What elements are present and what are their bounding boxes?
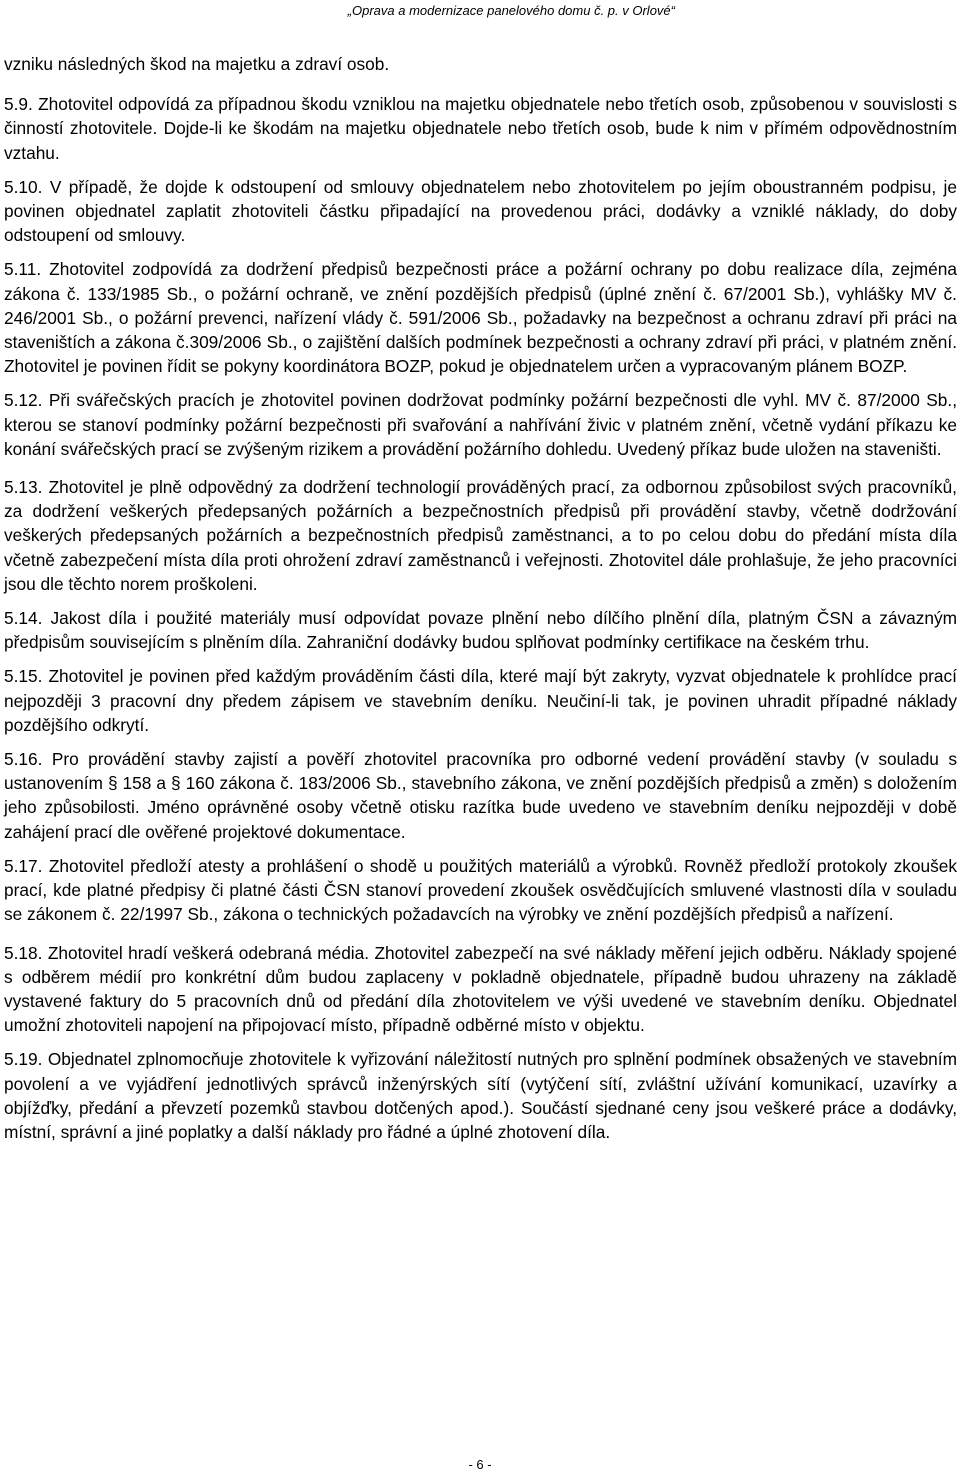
- page-header: „Oprava a modernizace panelového domu č. p. v Orlové“: [347, 3, 675, 18]
- paragraph-5-19: 5.19. Objednatel zplnomocňuje zhotovitele k vyřizování náležitostí nutných pro splnění podmínek obsažených ve stavebním povolení a ve vyjádření jednotlivých správců inženýrských sítí (vytýčení sítí, zvláštní užívání komunikací, uzavírky a objížďky, předání a převzetí pozemků stavbou dotčených apod.). Součástí sjednané ceny jsou veškeré práce a dodávky, místní, správní a jiné poplatky a další náklady pro řádné a úplné zhotovení díla.: [4, 1049, 957, 1142]
- document-body: [4, 52, 957, 1154]
- paragraph-5-16: 5.16. Pro provádění stavby zajistí a pověří zhotovitel pracovníka pro odborné vedení provádění stavby (v souladu s ustanovením § 158 a § 160 zákona č. 183/2006 Sb., stavebního zákona, ve znění pozdějších předpisů a změn) s doložením jeho způsobilosti. Jméno oprávněné osoby včetně otisku razítka bude uvedeno ve stavebním deníku nejpozději v době zahájení prací dle ověřené projektové dokumentace.: [4, 749, 957, 842]
- paragraph-5-11: 5.11. Zhotovitel zodpovídá za dodržení předpisů bezpečnosti práce a požární ochrany po dobu realizace díla, zejména zákona č. 133/1985 Sb., o požární ochraně, ve znění pozdějších předpisů (úplné znění č. 67/2001 Sb.), vyhlášky MV č. 246/2001 Sb., o požární prevenci, nařízení vlády č. 591/2006 Sb., požadavky na bezpečnost a ochranu zdraví při práci na staveništích a zákona č.309/2006 Sb., o zajištění dalších podmínek bezpečnosti a ochrany zdraví při práci, v platném znění. Zhotovitel je povinen řídit se pokyny koordinátora BOZP, pokud je objednatelem určen a vypracovaným plánem BOZP.: [4, 259, 957, 377]
- paragraph-5-14: 5.14. Jakost díla i použité materiály musí odpovídat povaze plnění nebo dílčího plnění díla, platným ČSN a závazným předpisům souvisejícím s plněním díla. Zahraniční dodávky budou splňovat podmínky certifikace na českém trhu.: [4, 608, 957, 653]
- page-number: - 6 -: [468, 1457, 492, 1472]
- paragraph-5-15: 5.15. Zhotovitel je povinen před každým prováděním části díla, které mají být zakryty, vyzvat objednatele k prohlídce prací nejpozději 3 pracovní dny předem zápisem ve stavebním deníku. Neučiní-li tak, je povinen uhradit případné náklady pozdějšího odkrytí.: [4, 666, 957, 735]
- paragraph-5-17: 5.17. Zhotovitel předloží atesty a prohlášení o shodě u použitých materiálů a výrobků. Rovněž předloží protokoly zkoušek prací, kde platné předpisy či platné části ČSN stanoví provedení zkoušek osvědčujících smluvené vlastnosti díla v souladu se zákonem č. 22/1997 Sb., zákona o technických požadavcích na výrobky ve znění pozdějších předpisů a nařízení.: [4, 855, 957, 925]
- paragraph-5-18: 5.18. Zhotovitel hradí veškerá odebraná média. Zhotovitel zabezpečí na své náklady měření jejich odběru. Náklady spojené s odběrem médií pro konkrétní dům budou zaplaceny v pokladně objednatele, případně budou uhrazeny na základě vystavené faktury do 5 pracovních dnů od předání díla zhotovitelem ve výši uvedené ve stavebním deníku. Objednatel umožní zhotoviteli napojení na připojovací místo, případně odběrné místo v objektu.: [4, 942, 957, 1036]
- paragraph-5-10: 5.10. V případě, že dojde k odstoupení od smlouvy objednatelem nebo zhotovitelem po jejím oboustranném podpisu, je povinen objednatel zaplatit zhotoviteli částku připadající na provedenou práci, dodávky a vzniklé náklady, do doby odstoupení od smlouvy.: [4, 176, 957, 246]
- paragraph-5-13: 5.13. Zhotovitel je plně odpovědný za dodržení technologií prováděných prací, za odbornou způsobilost svých pracovníků, za dodržení veškerých předepsaných požárních a bezpečnostních předpisů při provádění stavby, včetně dodržování veškerých předepsaných požárních a bezpečnostních předpisů zaměstnanci, a to po celou dobu do předání místa díla včetně zabezpečení místa díla proti ohrožení zdraví zaměstnanců i veřejnosti. Zhotovitel dále prohlašuje, že jeho pracovníci jsou dle těchto norem proškoleni.: [4, 477, 957, 594]
- paragraph-5-9: 5.9. Zhotovitel odpovídá za případnou škodu vzniklou na majetku objednatele nebo třetích osob, způsobenou v souvislosti s činností zhotovitele. Dojde-li ke škodám na majetku objednatele nebo třetích osob, bude k nim v přímém odpovědnostním vztahu.: [4, 94, 957, 163]
- paragraph-continuation: vzniku následných škod na majetku a zdraví osob.: [4, 54, 390, 74]
- paragraph-5-12: 5.12. Při svářečských pracích je zhotovitel povinen dodržovat podmínky požární bezpečnosti dle vyhl. MV č. 87/2000 Sb., kterou se stanoví podmínky požární bezpečnosti při svařování a nahřívání živic v platném znění, včetně vydání příkazu ke konání svářečských prací se zvýšeným rizikem a provádění požárního dohledu. Uvedený příkaz bude uložen na staveništi.: [4, 390, 957, 459]
